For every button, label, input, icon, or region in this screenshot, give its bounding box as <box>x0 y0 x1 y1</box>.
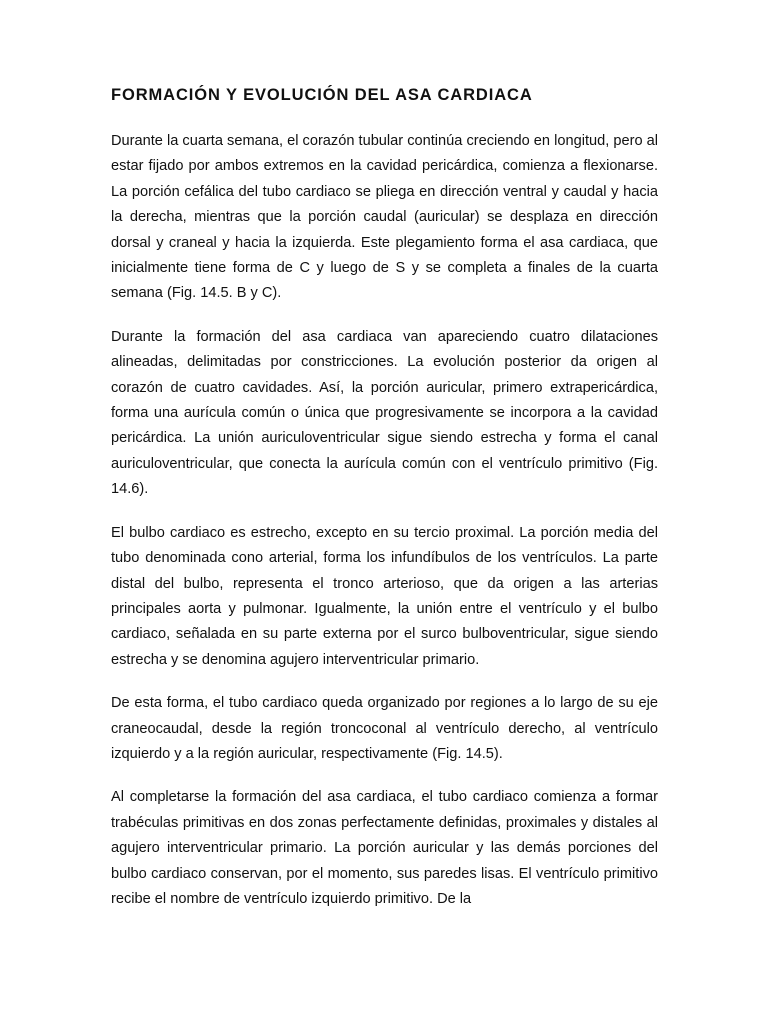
document-title: FORMACIÓN Y EVOLUCIÓN DEL ASA CARDIACA <box>111 86 533 104</box>
paragraph-5: Al completarse la formación del asa cardiaca, el tubo cardiaco comienza a formar trabéculas primitivas en dos zonas perfectamente definidas, proximales y distales al agujero interventricular primario. La porción auricular y las demás porciones del bulbo cardiaco conservan, por el momento, sus paredes lisas. El ventrículo primitivo recibe el nombre de ventrículo izquierdo primitivo. De la <box>111 789 658 907</box>
paragraph-2: Durante la formación del asa cardiaca van apareciendo cuatro dilataciones alineadas, delimitadas por constricciones. La evolución posterior da origen al corazón de cuatro cavidades. Así, la porción auricular, primero extrapericárdica, forma una aurícula común o única que progresivamente se incorpora a la cavidad pericárdica. La unión auriculoventricular sigue siendo estrecha y forma el canal auriculoventricular, que conecta la aurícula común con el ventrículo primitivo (Fig. 14.6). <box>111 328 658 498</box>
document-body <box>111 82 658 930</box>
paragraph-3: El bulbo cardiaco es estrecho, excepto en su tercio proximal. La porción media del tubo denominada cono arterial, forma los infundíbulos de los ventrículos. La parte distal del bulbo, representa el tronco arterioso, que da origen a las arterias principales aorta y pulmonar. Igualmente, la unión entre el ventrículo y el bulbo cardiaco, señalada en su parte externa por el surco bulboventricular, sigue siendo estrecha y se denomina agujero interventricular primario. <box>111 524 658 668</box>
paragraph-1: Durante la cuarta semana, el corazón tubular continúa creciendo en longitud, pero al estar fijado por ambos extremos en la cavidad pericárdica, comienza a flexionarse. La porción cefálica del tubo cardiaco se pliega en dirección ventral y caudal y hacia la derecha, mientras que la porción caudal (auricular) se desplaza en dirección dorsal y craneal y hacia la izquierda. Este plegamiento forma el asa cardiaca, que inicialmente tiene forma de C y luego de S y se completa a finales de la cuarta semana (Fig. 14.5. B y C). <box>111 133 658 302</box>
paragraph-4: De esta forma, el tubo cardiaco queda organizado por regiones a lo largo de su eje craneocaudal, desde la región troncoconal al ventrículo derecho, al ventrículo izquierdo y a la región auricular, respectivamente (Fig. 14.5). <box>111 695 658 762</box>
